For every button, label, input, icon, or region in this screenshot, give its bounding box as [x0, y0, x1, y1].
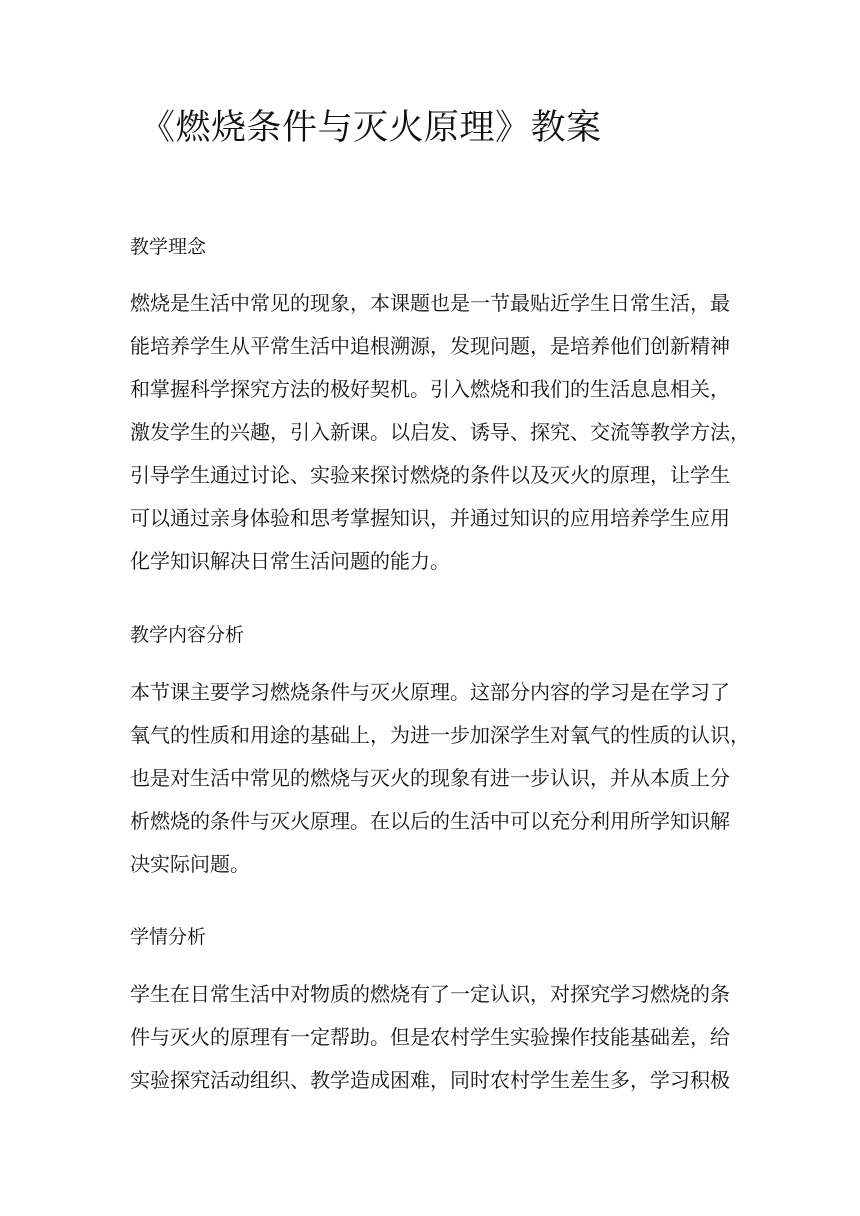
paragraph-line: 本节课主要学习燃烧条件与灭火原理。这部分内容的学习是在学习了	[130, 680, 730, 704]
paragraph-line: 实验探究活动组织、教学造成困难，同时农村学生差生多，学习积极	[130, 1068, 730, 1092]
paragraph-line: 氧气的性质和用途的基础上，为进一步加深学生对氧气的性质的认识，	[130, 723, 750, 747]
paragraph-line: 化学知识解决日常生活问题的能力。	[130, 549, 450, 573]
paragraph-line: 学生在日常生活中对物质的燃烧有了一定认识，对探究学习燃烧的条	[130, 982, 730, 1006]
paragraph-line: 能培养学生从平常生活中追根溯源，发现问题，是培养他们创新精神	[130, 334, 730, 358]
paragraph-line: 决实际问题。	[130, 852, 250, 876]
section-heading-learner-analysis: 学情分析	[130, 926, 207, 948]
paragraph-line: 件与灭火的原理有一定帮助。但是农村学生实验操作技能基础差，给	[130, 1025, 730, 1049]
paragraph-line: 可以通过亲身体验和思考掌握知识，并通过知识的应用培养学生应用	[130, 506, 730, 530]
paragraph-line: 析燃烧的条件与灭火原理。在以后的生活中可以充分利用所学知识解	[130, 809, 730, 833]
section-heading-teaching-philosophy: 教学理念	[130, 236, 207, 258]
section-heading-content-analysis: 教学内容分析	[130, 624, 245, 646]
paragraph-line: 和掌握科学探究方法的极好契机。引入燃烧和我们的生活息息相关，	[130, 377, 730, 401]
document-title: 《燃烧条件与灭火原理》教案	[140, 108, 602, 148]
paragraph-line: 燃烧是生活中常见的现象，本课题也是一节最贴近学生日常生活，最	[130, 291, 730, 315]
paragraph-line: 也是对生活中常见的燃烧与灭火的现象有进一步认识，并从本质上分	[130, 766, 730, 790]
paragraph-line: 引导学生通过讨论、实验来探讨燃烧的条件以及灭火的原理，让学生	[130, 463, 730, 487]
paragraph-line: 激发学生的兴趣，引入新课。以启发、诱导、探究、交流等教学方法，	[130, 420, 750, 444]
